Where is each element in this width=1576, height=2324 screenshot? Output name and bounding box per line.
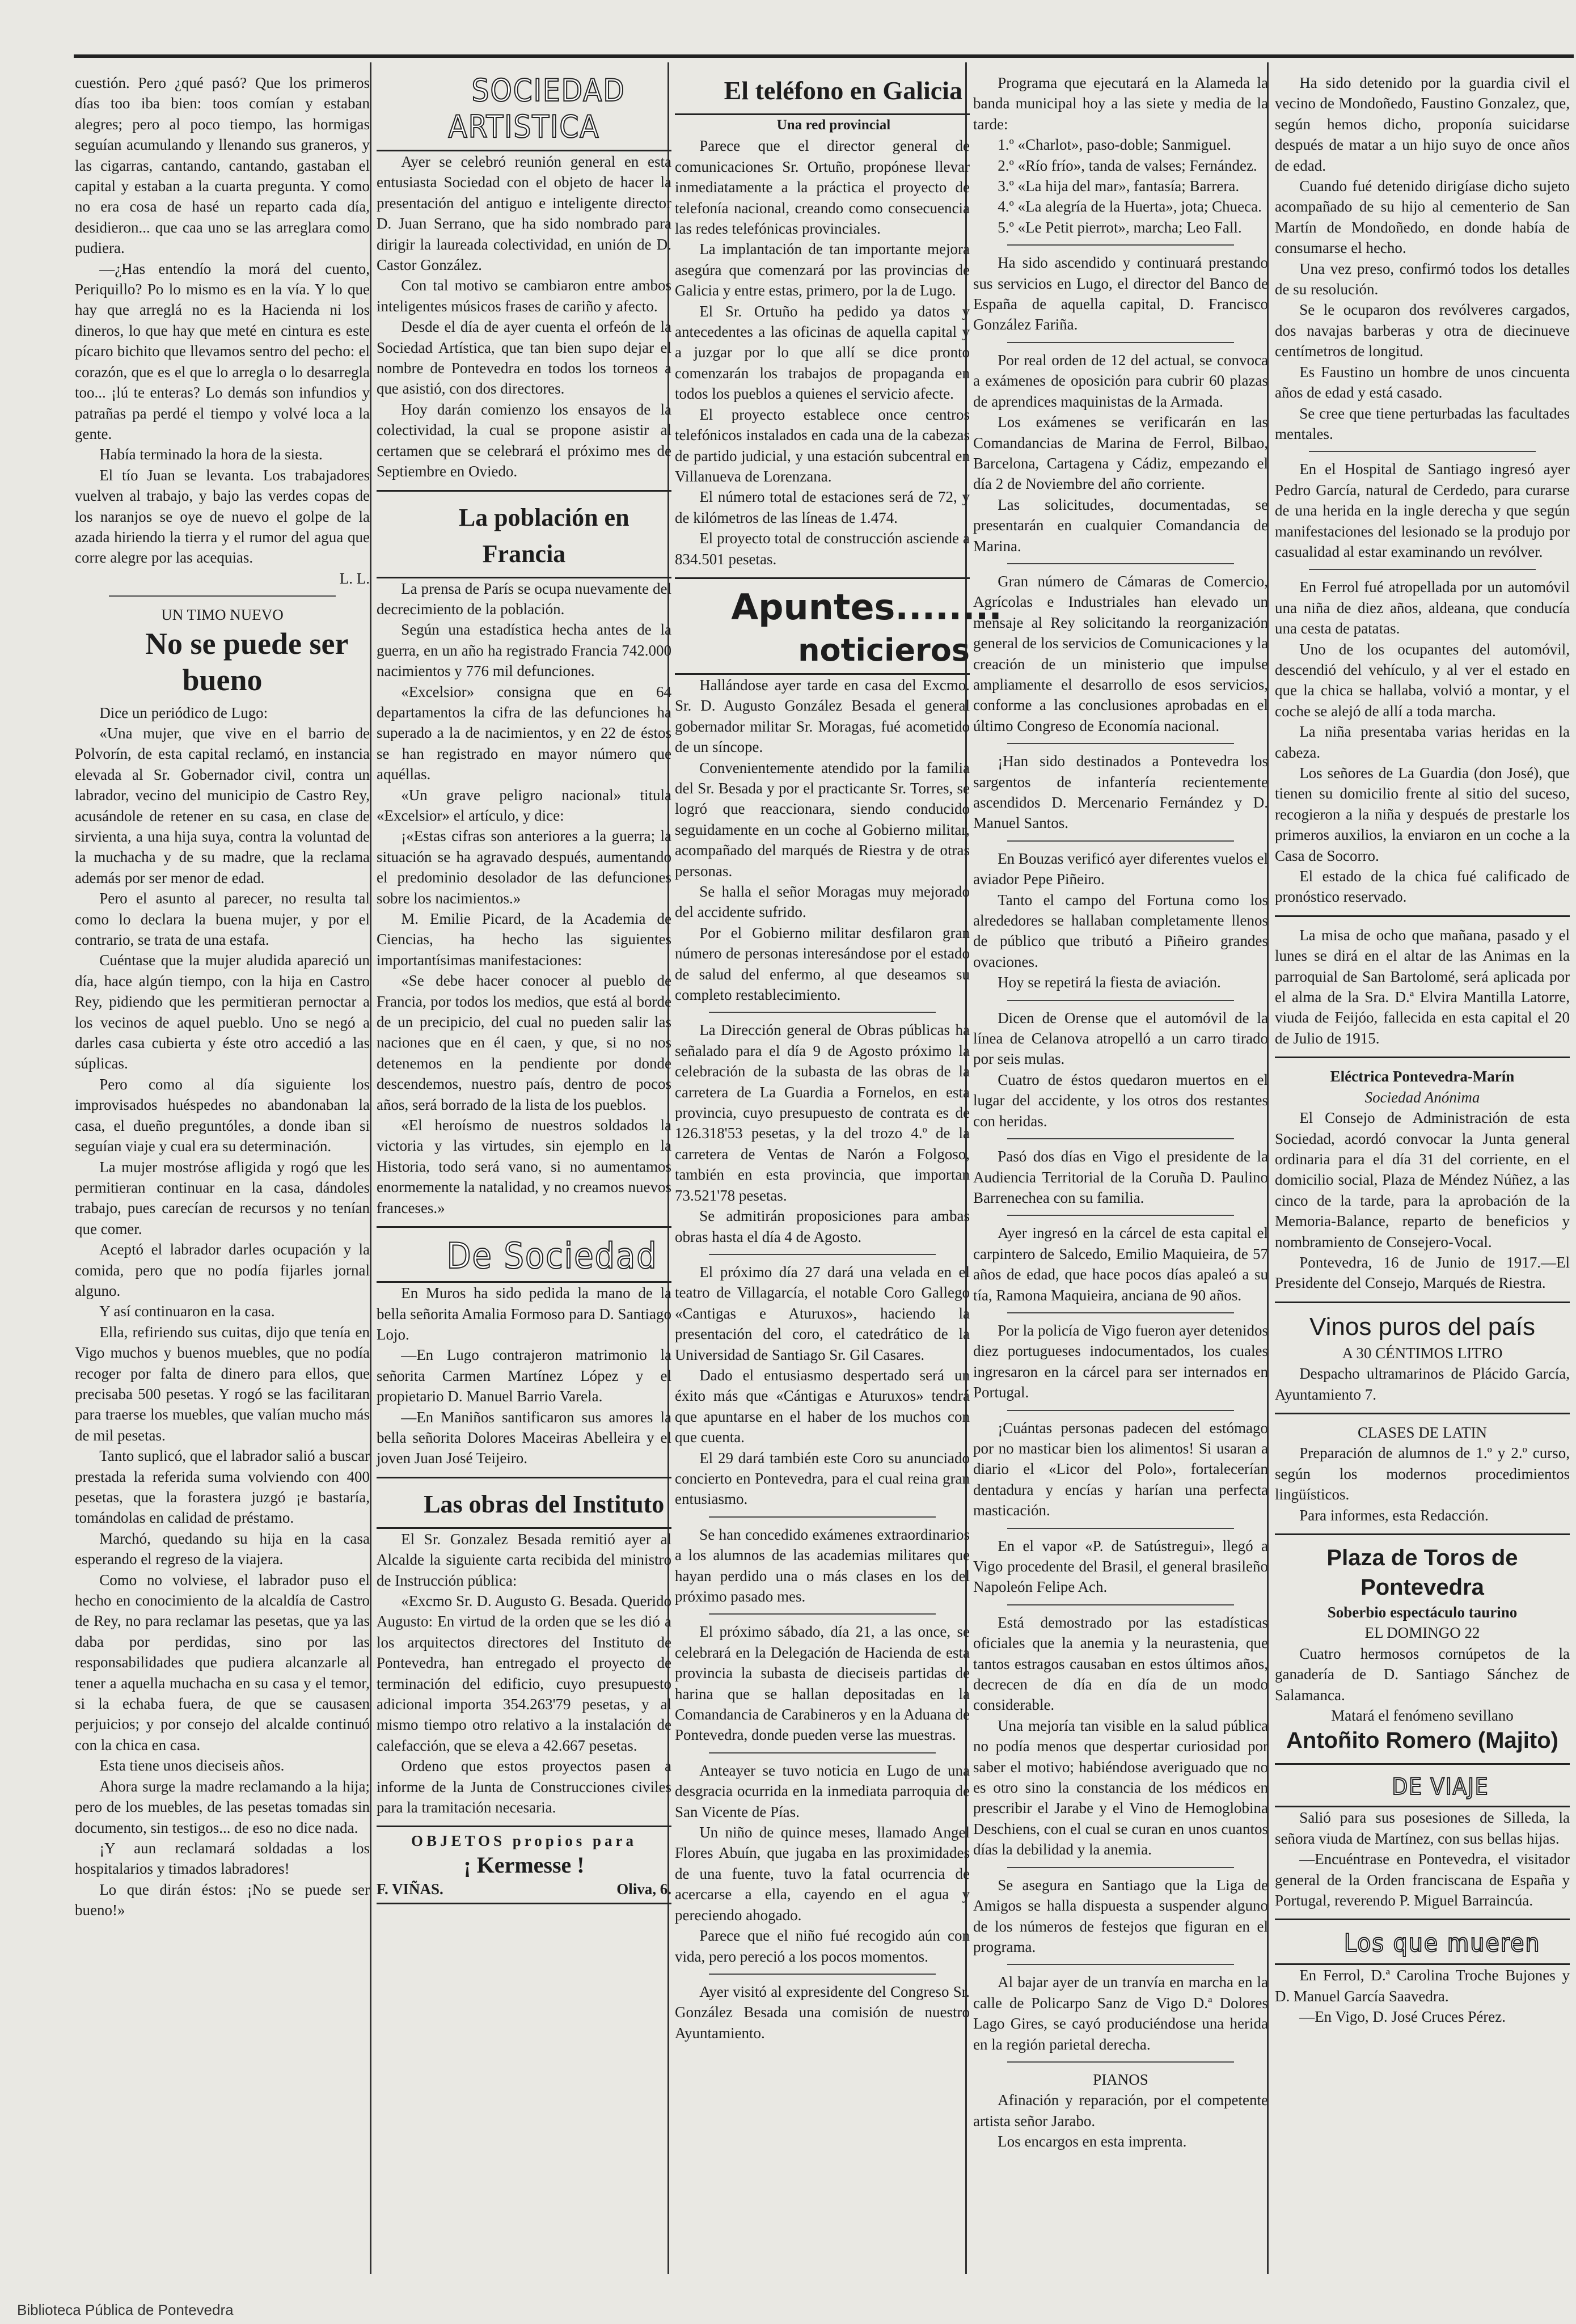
separator	[1007, 1867, 1234, 1868]
text-paragraph: Se admitirán proposiciones para ambas obras hasta el día 4 de Agosto.	[675, 1207, 970, 1245]
separator	[377, 1226, 671, 1228]
text-paragraph: Como no volviese, el labrador puso el hecho en conocimiento de la alcaldía de Castro de Rey, no para reclamar las pesetas, que ya las daba por perdidas, sino por las responsabilidades que pudiera alcanzarle al tener a aquella muchacha en su casa y el temor, si la echaba fuera, de que se causasen perjuicios; y por consejo del alcalde continuó con la chica en casa.	[75, 1571, 370, 1753]
subheadline: Una red provincial	[776, 117, 891, 133]
separator	[1275, 915, 1570, 917]
separator	[1007, 342, 1234, 343]
text-paragraph: Por el Gobierno militar desfilaron gran número de personas interesándose por el estado de salud del enfermo, al que deseamos su completo restablecimiento.	[675, 924, 970, 1004]
text-paragraph: —Encuéntrase en Pontevedra, el visitador general de la Orden franciscana de España y Portugal, reverendo P. Miguel Barraincúa.	[1275, 1850, 1570, 1909]
separator	[709, 1012, 936, 1013]
headline-sociedad-artistica: SOCIEDAD ARTISTICA	[377, 73, 671, 151]
text-paragraph: El Consejo de Administración de esta Sociedad, acordó convocar la Junta general ordinaria para el día 31 del corriente, en el domicilio social, Plaza de Méndez Núñez, a las cinco de la tarde, para la aprobación de la Memoria-Balance, reparto de beneficios y nombramiento de Consejero-Vocal.	[1275, 1109, 1570, 1250]
separator	[1309, 451, 1536, 452]
text-paragraph: Dice un periódico de Lugo:	[99, 704, 268, 721]
text-paragraph: Desde el día de ayer cuenta el orfeón de la Sociedad Artística, que tan bien supo dejar el nombre de Pontevedra en todos los torneos a que asistió, con dos directores.	[377, 318, 671, 398]
text-paragraph: Con tal motivo se cambiaron entre ambos inteligentes músicos frases de cariño y afecto.	[377, 277, 671, 315]
separator	[1007, 1138, 1234, 1139]
text-paragraph: Hoy darán comienzo los ensayos de la colectividad, la cual se propone asistir al certamen que se celebrará el próximo mes de Septiembre en Oviedo.	[377, 400, 671, 480]
separator	[1007, 244, 1234, 246]
text-paragraph: Para informes, esta Redacción.	[1299, 1506, 1489, 1524]
headline-noticieros: noticieros	[675, 632, 970, 675]
separator	[1007, 743, 1234, 744]
text-paragraph: Los exámenes se verificarán en las Comandancias de Marina de Ferrol, Bilbao, Barcelona, Cartagena y Cádiz, empezando el día 2 de Noviembre del año corriente.	[973, 413, 1268, 493]
text-paragraph: Anteayer se tuvo noticia en Lugo de una desgracia ocurrida en la inmediata parroquia de San Vicente de Pías.	[675, 1761, 970, 1820]
text-paragraph: Está demostrado por las estadísticas oficiales que la anemia y la neurastenia, que tantos estragos causaban en estos últimos años, decrecen de día en día de un modo considerable.	[973, 1613, 1268, 1714]
text-paragraph: En Bouzas verificó ayer diferentes vuelos el aviador Pepe Piñeiro.	[973, 850, 1268, 888]
text-paragraph: Salió para sus posesiones de Silleda, la señora viuda de Martínez, con sus bellas hijas.	[1275, 1809, 1570, 1847]
separator	[1007, 2061, 1234, 2063]
text-paragraph: Hallándose ayer tarde en casa del Excmo. Sr. D. Augusto González Besada el general gobernador militar Sr. Moragas, fué acometido de un síncope.	[675, 676, 970, 756]
text-paragraph: Programa que ejecutará en la Alameda la banda municipal hoy a las siete y media de la tarde:	[973, 74, 1268, 133]
separator	[1007, 840, 1234, 842]
text-paragraph: 3.º «La hija del mar», fantasía; Barrera.	[998, 178, 1240, 195]
library-credit: Biblioteca Pública de Pontevedra	[17, 2301, 234, 2318]
headline-apuntes: Apuntes........	[731, 586, 1002, 628]
text-paragraph: Pero como al día siguiente los improvisados huéspedes no abandonaban la casa, el dueño preguntóles, a donde iban si seguían viaje y cual era su determinación.	[75, 1075, 370, 1155]
text-paragraph: Los señores de La Guardia (don José), que tienen su domicilio frente al sitio del suceso, recogieron a la niña y después de prestarle los primeros auxilios, la enviaron en un coche a la Casa de Socorro.	[1275, 764, 1570, 864]
text-paragraph: En Ferrol, D.ª Carolina Troche Bujones y D. Manuel García Saavedra.	[1275, 1967, 1570, 2005]
column-3	[675, 73, 1002, 2267]
text-paragraph: Ayer ingresó en la cárcel de esta capital el carpintero de Salcedo, Emilio Maquieira, de 57 años de edad, que hace pocos días apaleó a su tía, Ramona Maquieira, anciana de 90 años.	[973, 1224, 1268, 1304]
text-paragraph: «Un grave peligro nacional» titula «Excelsior» el artículo, y dice:	[377, 786, 671, 824]
heading-los-que-mueren: Los que mueren	[1275, 1928, 1570, 1965]
text-paragraph: Una vez preso, confirmó todos los detalles de su resolución.	[1275, 260, 1570, 298]
ad-address: Oliva, 6.	[616, 1880, 671, 1898]
text-paragraph: «Se debe hacer conocer al pueblo de Francia, por todos los medios, que está al borde de un precipicio, del cual no pueden salir las naciones que en él caen, y que, si no nos detenemos en la pendiente por donde descendemos, nuestro país, dentro de pocos años, será borrado de la lista de los pueblos.	[377, 972, 671, 1113]
text-paragraph: ¡Y aun reclamará soldadas a los hospitalarios y timados labradores!	[75, 1839, 370, 1878]
text-paragraph: Ayer visitó al expresidente del Congreso Sr. González Besada una comisión de nuestro Ayuntamiento.	[675, 1983, 970, 2042]
text-paragraph: El 29 dará también este Coro su anunciado concierto en Pontevedra, para el cual reina gran entusiasmo.	[675, 1449, 970, 1508]
text-paragraph: Es Faustino un hombre de unos cincuenta años de edad y está casado.	[1275, 363, 1570, 402]
separator	[1275, 1302, 1570, 1303]
ad-kermesse	[377, 1826, 671, 1904]
separator	[1309, 569, 1536, 570]
text-paragraph: El tío Juan se levanta. Los trabajadores vuelven al trabajo, y bajo las verdes copas de los naranjos se oye de nuevo el golpe de la azada hiriendo la tierra y el rumor del agua que corre alegre por las acequias.	[75, 466, 370, 567]
text-paragraph: «Una mujer, que vive en el barrio de Polvorín, de esta capital reclamó, en instancia elevada al Sr. Gobernador civil, contra un labrador, vecino del municipio de Castro Rey, acusándole de retener en su casa, en clase de sirvienta, a una hija suya, contra la voluntad de la muchacha y de su madre, que la reclama además por ser menor de edad.	[75, 724, 370, 886]
ad-footer	[377, 1879, 671, 1899]
text-paragraph: «El heroísmo de nuestros soldados la victoria y las virtudes, sin ejemplo en la Historia, todo será vano, si no aumentamos enormemente la natalidad, y no creamos nuevos franceses.»	[377, 1117, 671, 1216]
subheading: Sociedad Anónima	[1364, 1088, 1480, 1106]
text-paragraph: Según una estadística hecha antes de la guerra, en un año ha registrado Francia 742.000 nacimientos y 776 mil defunciones.	[377, 621, 671, 680]
text-paragraph: Parece que el niño fué recogido aún con vida, pero pereció a los pocos momentos.	[675, 1927, 970, 1965]
text-paragraph: Una mejoría tan visible en la salud pública no podía menos que despertar curiosidad por saber el motivo; habiéndose averiguado que no es otro sino la constancia de los médicos en prescribir el Jarabe y el Vino de Hemoglobina Deschiens, con el cual se curan en unos cuantos días la debilidad y la anemia.	[973, 1717, 1268, 1858]
text-paragraph: Uno de los ocupantes del automóvil, descendió del vehículo, y al ver el estado en que la chica se hallaba, volvió a montar, y el coche se alejó de allí a toda marcha.	[1275, 640, 1570, 720]
text-paragraph: Cuatro hermosos cornúpetos de la ganadería de D. Santiago Sánchez de Salamanca.	[1275, 1645, 1570, 1704]
separator	[709, 1752, 936, 1753]
text-paragraph: Esta tiene unos dieciseis años.	[99, 1757, 285, 1774]
text-paragraph: La prensa de París se ocupa nuevamente del decrecimiento de la población.	[377, 580, 671, 618]
text-paragraph: ¡«Estas cifras son anteriores a la guerra; la situación se ha agravado después, aumentando el predominio desolador de las defunciones sobre los nacimientos.»	[377, 827, 671, 907]
text-paragraph: ¡Cuántas personas padecen del estómago por no masticar bien los alimentos! Si usaran a diario el «Licor del Polo», fortalecerían dentadura y encías y harían una perfecta masticación.	[973, 1419, 1268, 1519]
separator	[1275, 1413, 1570, 1414]
text-paragraph: Ha sido ascendido y continuará prestando sus servicios en Lugo, el director del Banco de España de aquella capital, D. Francisco González Fariña.	[973, 254, 1268, 333]
separator	[1275, 1057, 1570, 1058]
separator	[109, 595, 336, 597]
text-paragraph: 2.º «Río frío», tanda de valses; Fernández.	[998, 157, 1257, 174]
text-paragraph: La implantación de tan importante mejora asegúra que comenzará por las provincias de Galicia y entre estas, primero, por la de Lugo.	[675, 240, 970, 299]
text-paragraph: —En Lugo contrajeron matrimonio la señorita Carmen Martínez López y el propietario D. Manuel Barrio Varela.	[377, 1346, 671, 1405]
column-5	[1275, 73, 1570, 2267]
text-paragraph: cuestión. Pero ¿qué pasó? Que los primeros días too iba bien: toos comían y estaban alegres; pero al poco tiempo, las hormigas seguían acumulando y llenando sus graneros, y las cigarras, cantando, cantando, gastaban el capital y estaban a la cuarta pregunta. Y como no era cosa de hasé un reparto cada día, desidieron... que caa uno se las arreglara como pudiera.	[75, 74, 370, 257]
text-paragraph: Se han concedido exámenes extraordinarios a los alumnos de las academias militares que hayan perdido una o más clases en los del próximo pasado mes.	[675, 1526, 970, 1605]
text-paragraph: La mujer mostróse afligida y rogó que les permitieran continuar en la casa, dándoles trabajo, pues carecían de recursos y no tenían que comer.	[75, 1158, 370, 1237]
text-paragraph: 1.º «Charlot», paso-doble; Sanmiguel.	[998, 136, 1232, 154]
separator	[709, 1613, 936, 1615]
separator	[377, 1477, 671, 1478]
text-paragraph: El número total de estaciones será de 72, y de kilómetros de las líneas de 1.474.	[675, 488, 970, 526]
text-paragraph: M. Emilie Picard, de la Academia de Ciencias, ha hecho las siguientes importantísimas manifestaciones:	[377, 910, 671, 969]
ad-name: F. VIÑAS.	[377, 1880, 443, 1898]
separator	[709, 1254, 936, 1255]
text-paragraph: Pontevedra, 16 de Junio de 1917.—El Presidente del Consejo, Marqués de Riestra.	[1275, 1253, 1570, 1292]
ad-pianos-title: PIANOS	[1093, 2071, 1148, 2088]
text-paragraph: Gran número de Cámaras de Comercio, Agrícolas e Industriales han elevado un mensaje al Rey solicitando la reorganización general de los servicios de Comunicaciones y la creación de un ministerio que impulse ampliamente el desarrollo de esos servicios, conforme a las conclusiones aprobadas en el último Congreso de Economía nacional.	[973, 572, 1268, 734]
text-paragraph: En Muros ha sido pedida la mano de la bella señorita Amalia Formoso para D. Santiago Lojo.	[377, 1284, 671, 1343]
text-paragraph: Por real orden de 12 del actual, se convoca a exámenes de oposición para cubrir 60 plazas de aprendices maquinistas de la Armada.	[973, 351, 1268, 410]
text-paragraph: Cuando fué detenido dirigíase dicho sujeto acompañado de su hijo al cementerio de San Martín de Mondoñedo, en donde había de consumarse el hecho.	[1275, 178, 1570, 257]
ad-text: Los encargos en esta imprenta.	[998, 2133, 1187, 2150]
text-paragraph: Ordeno que estos proyectos pasen a informe de la Junta de Construcciones civiles para la tramitación necesaria.	[377, 1757, 671, 1816]
text-paragraph: El próximo día 27 dará una velada en el teatro de Villagarcía, el notable Coro Gallego «Cantigas e Aturuxos», haciendo la presentación del coro, el catedrático de la Universidad de Santiago Sr. Gil Casares.	[675, 1263, 970, 1363]
separator	[1275, 1763, 1570, 1765]
text-paragraph: Se cree que tiene perturbadas las facultades mentales.	[1275, 404, 1570, 442]
headline-obras-instituto: Las obras del Instituto	[377, 1486, 671, 1529]
text-paragraph: «Excmo Sr. D. Augusto G. Besada. Querido Augusto: En virtud de la orden que se les dió a los arquitectos directores del Instituto de Pontevedra, han entregado el proyecto de terminación del edificio, cuyo presupuesto adicional importa 354.263'79 pesetas, y al mismo tiempo otro relativo a la instalación de calefacción, que se eleva a 42.667 pesetas.	[377, 1592, 671, 1754]
text-paragraph: 5.º «Le Petit pierrot», marcha; Leo Fall.	[998, 218, 1242, 236]
text-paragraph: El estado de la chica fué calificado de pronóstico reservado.	[1275, 868, 1570, 906]
text-paragraph: Tanto suplicó, que el labrador salió a buscar prestada la referida suma volviendo con 400 pesetas, que la forastera juzgó ¡e bastaría, tomándolas en calidad de préstamo.	[75, 1447, 370, 1527]
separator	[1007, 563, 1234, 564]
text-paragraph: Se le ocuparon dos revólveres cargados, dos navajas barberas y otra de diecinueve centímetros de longitud.	[1275, 301, 1570, 360]
column-2	[377, 73, 671, 2267]
text-paragraph: Convenientemente atendido por la familia del Sr. Besada y por el practicante Sr. Torres, se logró que reaccionara, siendo conducido seguidamente en un coche al Gobierno militar, acompañado del marqués de Riestra y de otras personas.	[675, 759, 970, 880]
heading-clases-latin: CLASES DE LATIN	[1358, 1423, 1487, 1441]
column-1	[75, 73, 370, 2267]
text-paragraph: Las solicitudes, documentadas, se presentarán en cualquier Comandancia de Marina.	[973, 496, 1268, 555]
text-paragraph: En el vapor «P. de Satústregui», llegó a Vigo procedente del Brasil, el general brasileño Napoleón Felipe Ach.	[973, 1537, 1268, 1596]
text-paragraph: Un niño de quince meses, llamado Angel Flores Abuín, que jugaba en las proximidades de una fuente, tuvo la fatal ocurrencia de acercarse a ella, cayendo en el agua y pereciendo ahogado.	[675, 1824, 970, 1924]
text-paragraph: Se halla el señor Moragas muy mejorado del accidente sufrido.	[675, 883, 970, 921]
text-paragraph: Pasó dos días en Vigo el presidente de la Audiencia Territorial de la Coruña D. Paulino Barrenechea con su familia.	[973, 1148, 1268, 1206]
text-paragraph: Tanto el campo del Fortuna como los alrededores se hallaban completamente llenos de público que tributó a Piñeiro grandes ovaciones.	[973, 891, 1268, 970]
separator	[675, 577, 970, 579]
top-rule	[74, 54, 1574, 58]
text-paragraph: La misa de ocho que mañana, pasado y el lunes se dirá en el altar de las Animas en la parroquial de San Bartolomé, será aplicada por el alma de la Sra. D.ª Elvira Mantilla Latorre, viuda de Feijóo, fallecida en esta capital el 20 de Julio de 1915.	[1275, 926, 1570, 1047]
ad-text: EL DOMINGO 22	[1364, 1624, 1480, 1642]
separator	[1275, 1533, 1570, 1535]
separator	[1007, 1410, 1234, 1411]
text-paragraph: El próximo sábado, día 21, a las once, se celebrará en la Delegación de Hacienda de esta provincia la subasta de dieciseis partidas de harina que se hallan depositadas en la Comandancia de Carabineros y en la Aduana de Pontevedra, donde pueden verse las muestras.	[675, 1623, 970, 1744]
heading-majito: Antoñito Romero (Majito)	[1286, 1728, 1558, 1753]
separator	[709, 1974, 936, 1975]
ad-text: A 30 CÉNTIMOS LITRO	[1342, 1344, 1503, 1362]
heading-de-viaje: DE VIAJE	[1275, 1773, 1570, 1807]
headline-de-sociedad: De Sociedad	[377, 1236, 671, 1283]
text-paragraph: —En Maniños santificaron sus amores la bella señorita Dolores Maceiras Abelleira y el joven Juan José Teijeiro.	[377, 1408, 671, 1467]
text-paragraph: Había terminado la hora de la siesta.	[99, 446, 323, 463]
text-paragraph: Pero el asunto al parecer, no resulta tal como lo declara la buena mujer, y por el contrario, se trata de una estafa.	[75, 890, 370, 949]
ad-text: Matará el fenómeno sevillano	[1331, 1707, 1514, 1725]
text-paragraph: Cuatro de éstos quedaron muertos en el lugar del accidente, y los otros dos restantes con heridas.	[973, 1071, 1268, 1130]
text-paragraph: La Dirección general de Obras públicas ha señalado para el día 9 de Agosto próximo la celebración de la subasta de las obras de la carretera de La Guardia a Fornelos, en esta provincia, cuyo presupuesto de contrata es de 126.318'53 pesetas, y la del trozo 4.º de la carretera de Ventas de Narón a Folgoso, también en esta provincia, que importan 73.521'78 pesetas.	[675, 1021, 970, 1204]
text-paragraph: La niña presentaba varias heridas en la cabeza.	[1275, 723, 1570, 761]
text-paragraph: Parece que el director general de comunicaciones Sr. Ortuño, propónese llevar inmediatamente a la práctica el proyecto de telefonía nacional, creando como consecuencia las redes telefónicas provinciales.	[675, 137, 970, 238]
headline-poblacion-francia: La población en Francia	[377, 500, 671, 578]
headline-telefono-galicia: El teléfono en Galicia	[675, 73, 970, 115]
text-paragraph: —En Vigo, D. José Cruces Pérez.	[1299, 2008, 1506, 2026]
separator	[1007, 1000, 1234, 1001]
separator	[1007, 1964, 1234, 1965]
heading-plaza-toros: Plaza de Toros de Pontevedra	[1326, 1545, 1518, 1600]
separator	[1007, 1528, 1234, 1529]
column-4	[973, 73, 1268, 2267]
text-paragraph: —¿Has entendío la morá del cuento, Periquillo? Po lo mismo es en la vía. Y lo que hay que arreglá no es la Hacienda ni los dineros, lo que hay que meté en cintura es este pícaro bichito que llevamos sentro del pecho: el corazón, que es el que lo arregla o lo desarregla too... ¡lú te enteras? Lo demás son infundios y patrañas pa perdé el tiempo y volvé loca a la gente.	[75, 260, 370, 442]
ad-text: Afinación y reparación, por el competente artista señor Jarabo.	[973, 2091, 1268, 2129]
kicker: UN TIMO NUEVO	[161, 606, 284, 624]
text-paragraph: El proyecto total de construcción asciende a 834.501 pesetas.	[675, 530, 970, 568]
separator	[1007, 1215, 1234, 1216]
heading-electrica: Eléctrica Pontevedra-Marín	[1330, 1068, 1515, 1085]
text-paragraph: «Excelsior» consigna que en 64 departamentos la cifra de las defunciones ha superado a la de nacimientos, y en 22 de éstos se han registrado en mayor número que aquéllas.	[377, 683, 671, 783]
text-paragraph: Se asegura en Santiago que la Liga de Amigos se halla dispuesta a suspender alguno de los números de festejos que figuran en el programa.	[973, 1876, 1268, 1955]
text-paragraph: Ahora surge la madre reclamando a la hija; pero de los muebles, de las pesetas tomadas sin documento, sin testigos... de eso no dice nada.	[75, 1777, 370, 1836]
text-paragraph: Ella, refiriendo sus cuitas, dijo que tenía en Vigo muchos y buenos muebles, que no podía recoger por falta de dinero para ellos, que precisaba 500 pesetas. Y rogó se las facilitaran para traerse los muebles, que valían mucho más de mil pesetas.	[75, 1323, 370, 1444]
text-paragraph: El Sr. Ortuño ha pedido ya datos y antecedentes a las oficinas de aquella capital y a juzgar por lo que allí se dice pronto comenzarán los trabajos de propaganda en todos los pueblos a quienes el servicio afecte.	[675, 302, 970, 403]
text-paragraph: Dado el entusiasmo despertado será un éxito más que «Cántigas e Aturuxos» tendrá que apuntarse en el haber de los muchos con que cuenta.	[675, 1366, 970, 1446]
text-paragraph: En el Hospital de Santiago ingresó ayer Pedro García, natural de Cerdedo, para curarse de una herida en la ingle derecha y que según manifestaciones del lesionado se la produjo por casualidad al estar examinando un revólver.	[1275, 460, 1570, 560]
text-paragraph: El proyecto establece once centros telefónicos instalados en cada una de la cabezas de partido judicial, y una estación subcentral en Villanueva de Lorenzana.	[675, 405, 970, 485]
subheading: Soberbio espectáculo taurino	[1327, 1604, 1518, 1621]
ad-title: ¡ Kermesse !	[463, 1852, 585, 1878]
ad-text: OBJETOS propios para	[411, 1832, 637, 1850]
text-paragraph: Preparación de alumnos de 1.º y 2.º curso, según los modernos procedimientos lingüísticos.	[1275, 1444, 1570, 1503]
text-paragraph: Dicen de Orense que el automóvil de la línea de Celanova atropelló a un carro tirado por seis mulas.	[973, 1009, 1268, 1068]
text-paragraph: 4.º «La alegría de la Huerta», jota; Chueca.	[998, 198, 1262, 216]
text-paragraph: Y así continuaron en la casa.	[99, 1303, 275, 1320]
text-paragraph: En Ferrol fué atropellada por un automóvil una niña de diez años, aldeana, que conducía una cesta de patatas.	[1275, 578, 1570, 637]
headline-no-se-puede-ser-bueno: No se puede ser bueno	[145, 626, 349, 697]
text-paragraph: Lo que dirán éstos: ¡No se puede ser bueno!»	[75, 1881, 370, 1919]
text-paragraph: Ha sido detenido por la guardia civil el vecino de Mondoñedo, Faustino Gonzalez, que, según hemos dicho, proponía suicidarse después de matar a un hijo suyo de once años de edad.	[1275, 74, 1570, 174]
signature: L. L.	[339, 569, 370, 587]
separator	[1007, 1312, 1234, 1313]
column-divider	[370, 62, 371, 2274]
text-paragraph: Marchó, quedando su hija en la casa esperando el regreso de la viajera.	[75, 1529, 370, 1568]
separator	[1275, 1919, 1570, 1920]
text-paragraph: ¡Han sido destinados a Pontevedra los sargentos de infantería recientemente ascendidos D. Mercenario Fernández y D. Manuel Santos.	[973, 753, 1268, 832]
text-paragraph: Al bajar ayer de un tranvía en marcha en la calle de Policarpo Sanz de Vigo D.ª Dolores Lago Gires, se cayó produciéndose una herida en la región parietal derecha.	[973, 1974, 1268, 2053]
text-paragraph: Aceptó el labrador darles ocupación y la comida, pero que no podía fijarles jornal alguno.	[75, 1241, 370, 1299]
separator	[377, 490, 671, 492]
separator	[1007, 1604, 1234, 1605]
text-paragraph: Ayer se celebró reunión general en esta entusiasta Sociedad con el objeto de hacer la presentación del antiguo e inteligente director D. Juan Serrano, que ha sido nombrado para dirigir la laureada colectividad, en unión de D. Castor González.	[377, 153, 671, 274]
text-paragraph: Por la policía de Vigo fueron ayer detenidos diez portugueses indocumentados, los cuales ingresaron en la cárcel para ser internados en Portugal.	[973, 1321, 1268, 1401]
text-paragraph: Hoy se repetirá la fiesta de aviación.	[998, 974, 1221, 991]
separator	[709, 1516, 936, 1518]
text-paragraph: El Sr. Gonzalez Besada remitió ayer al Alcalde la siguiente carta recibida del ministro de Instrucción pública:	[377, 1530, 671, 1589]
heading-vinos: Vinos puros del país	[1309, 1312, 1535, 1341]
text-paragraph: Despacho ultramarinos de Plácido García, Ayuntamiento 7.	[1275, 1365, 1570, 1403]
text-paragraph: Cuéntase que la mujer aludida apareció un día, hace algún tiempo, con la hija en Castro Rey, pidiendo que les permitieran pernoctar a los vecinos de aquel pueblo. Uno se negó a darles casa cubierta y éste otro accedió a las súplicas.	[75, 952, 370, 1072]
